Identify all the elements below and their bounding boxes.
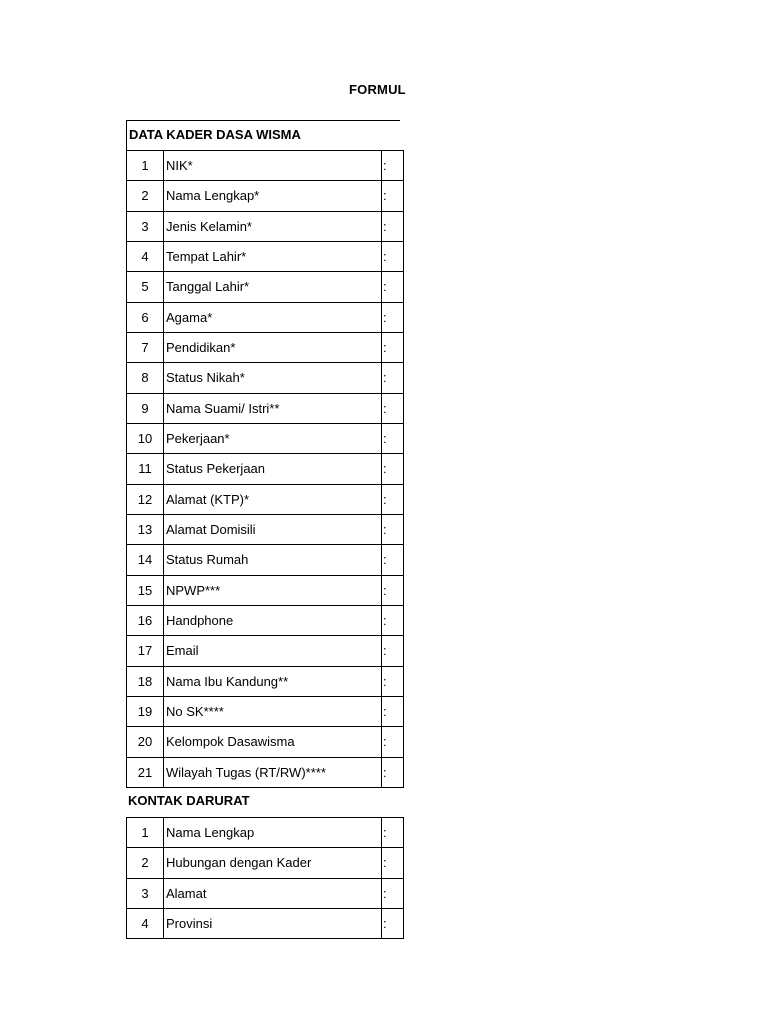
row-number: 14 [127,545,164,575]
field-value-cell[interactable]: : [382,908,404,938]
field-label: Email [164,636,382,666]
row-number: 4 [127,908,164,938]
row-number: 2 [127,181,164,211]
field-value-cell[interactable]: : [382,272,404,302]
row-number: 12 [127,484,164,514]
field-value-cell[interactable]: : [382,332,404,362]
field-label: NIK* [164,151,382,181]
row-number: 13 [127,514,164,544]
field-value-cell[interactable]: : [382,878,404,908]
row-number: 19 [127,696,164,726]
field-value-cell[interactable]: : [382,545,404,575]
field-value-cell[interactable]: : [382,454,404,484]
field-value-cell[interactable]: : [382,484,404,514]
row-number: 1 [127,818,164,848]
field-value-cell[interactable]: : [382,727,404,757]
field-label: Alamat (KTP)* [164,484,382,514]
data-kader-row [127,696,404,726]
field-value-cell[interactable]: : [382,514,404,544]
data-kader-row [127,484,404,514]
row-number: 4 [127,241,164,271]
field-label: Pekerjaan* [164,423,382,453]
field-label: Pendidikan* [164,332,382,362]
data-kader-row [127,545,404,575]
field-label: Nama Lengkap* [164,181,382,211]
kontak-darurat-row [127,818,404,848]
data-kader-row [127,423,404,453]
page-title: FORMUL [349,82,406,97]
row-number: 9 [127,393,164,423]
field-value-cell[interactable]: : [382,363,404,393]
data-kader-row [127,302,404,332]
field-label: Provinsi [164,908,382,938]
data-kader-row [127,363,404,393]
data-kader-row [127,332,404,362]
row-number: 6 [127,302,164,332]
field-value-cell[interactable]: : [382,302,404,332]
field-label: Tanggal Lahir* [164,272,382,302]
field-label: Status Nikah* [164,363,382,393]
data-kader-table [126,150,404,788]
field-label: Kelompok Dasawisma [164,727,382,757]
data-kader-row [127,727,404,757]
row-number: 2 [127,848,164,878]
data-kader-row [127,241,404,271]
data-kader-row [127,393,404,423]
row-number: 3 [127,878,164,908]
kontak-darurat-row [127,908,404,938]
data-kader-row [127,575,404,605]
field-value-cell[interactable]: : [382,241,404,271]
field-value-cell[interactable]: : [382,757,404,787]
field-value-cell[interactable]: : [382,605,404,635]
data-kader-row [127,454,404,484]
row-number: 1 [127,151,164,181]
field-value-cell[interactable]: : [382,666,404,696]
data-kader-table-body [127,151,404,788]
row-number: 7 [127,332,164,362]
row-number: 15 [127,575,164,605]
field-value-cell[interactable]: : [382,575,404,605]
data-kader-row [127,211,404,241]
data-kader-row [127,605,404,635]
row-number: 17 [127,636,164,666]
kontak-darurat-row [127,878,404,908]
kontak-darurat-table [126,817,404,939]
row-number: 20 [127,727,164,757]
field-value-cell[interactable]: : [382,818,404,848]
row-number: 10 [127,423,164,453]
kontak-darurat-row [127,848,404,878]
field-label: Nama Suami/ Istri** [164,393,382,423]
field-label: Handphone [164,605,382,635]
field-label: Nama Lengkap [164,818,382,848]
field-label: Alamat Domisili [164,514,382,544]
data-kader-row [127,151,404,181]
field-value-cell[interactable]: : [382,151,404,181]
field-label: No SK**** [164,696,382,726]
row-number: 11 [127,454,164,484]
field-value-cell[interactable]: : [382,423,404,453]
section-header-data-kader: DATA KADER DASA WISMA [126,120,400,150]
field-value-cell[interactable]: : [382,636,404,666]
field-label: Nama Ibu Kandung** [164,666,382,696]
row-number: 21 [127,757,164,787]
row-number: 3 [127,211,164,241]
data-kader-row [127,757,404,787]
row-number: 8 [127,363,164,393]
data-kader-row [127,514,404,544]
field-label: Wilayah Tugas (RT/RW)**** [164,757,382,787]
field-value-cell[interactable]: : [382,211,404,241]
field-label: Tempat Lahir* [164,241,382,271]
section-header-kontak-darurat: KONTAK DARURAT [128,793,250,808]
field-value-cell[interactable]: : [382,393,404,423]
field-value-cell[interactable]: : [382,696,404,726]
data-kader-row [127,636,404,666]
field-label: Hubungan dengan Kader [164,848,382,878]
data-kader-row [127,666,404,696]
field-label: NPWP*** [164,575,382,605]
row-number: 16 [127,605,164,635]
data-kader-row [127,181,404,211]
field-label: Agama* [164,302,382,332]
field-label: Alamat [164,878,382,908]
field-label: Status Pekerjaan [164,454,382,484]
kontak-darurat-table-body [127,818,404,939]
field-label: Status Rumah [164,545,382,575]
field-value-cell[interactable]: : [382,181,404,211]
data-kader-row [127,272,404,302]
field-value-cell[interactable]: : [382,848,404,878]
field-label: Jenis Kelamin* [164,211,382,241]
row-number: 5 [127,272,164,302]
row-number: 18 [127,666,164,696]
